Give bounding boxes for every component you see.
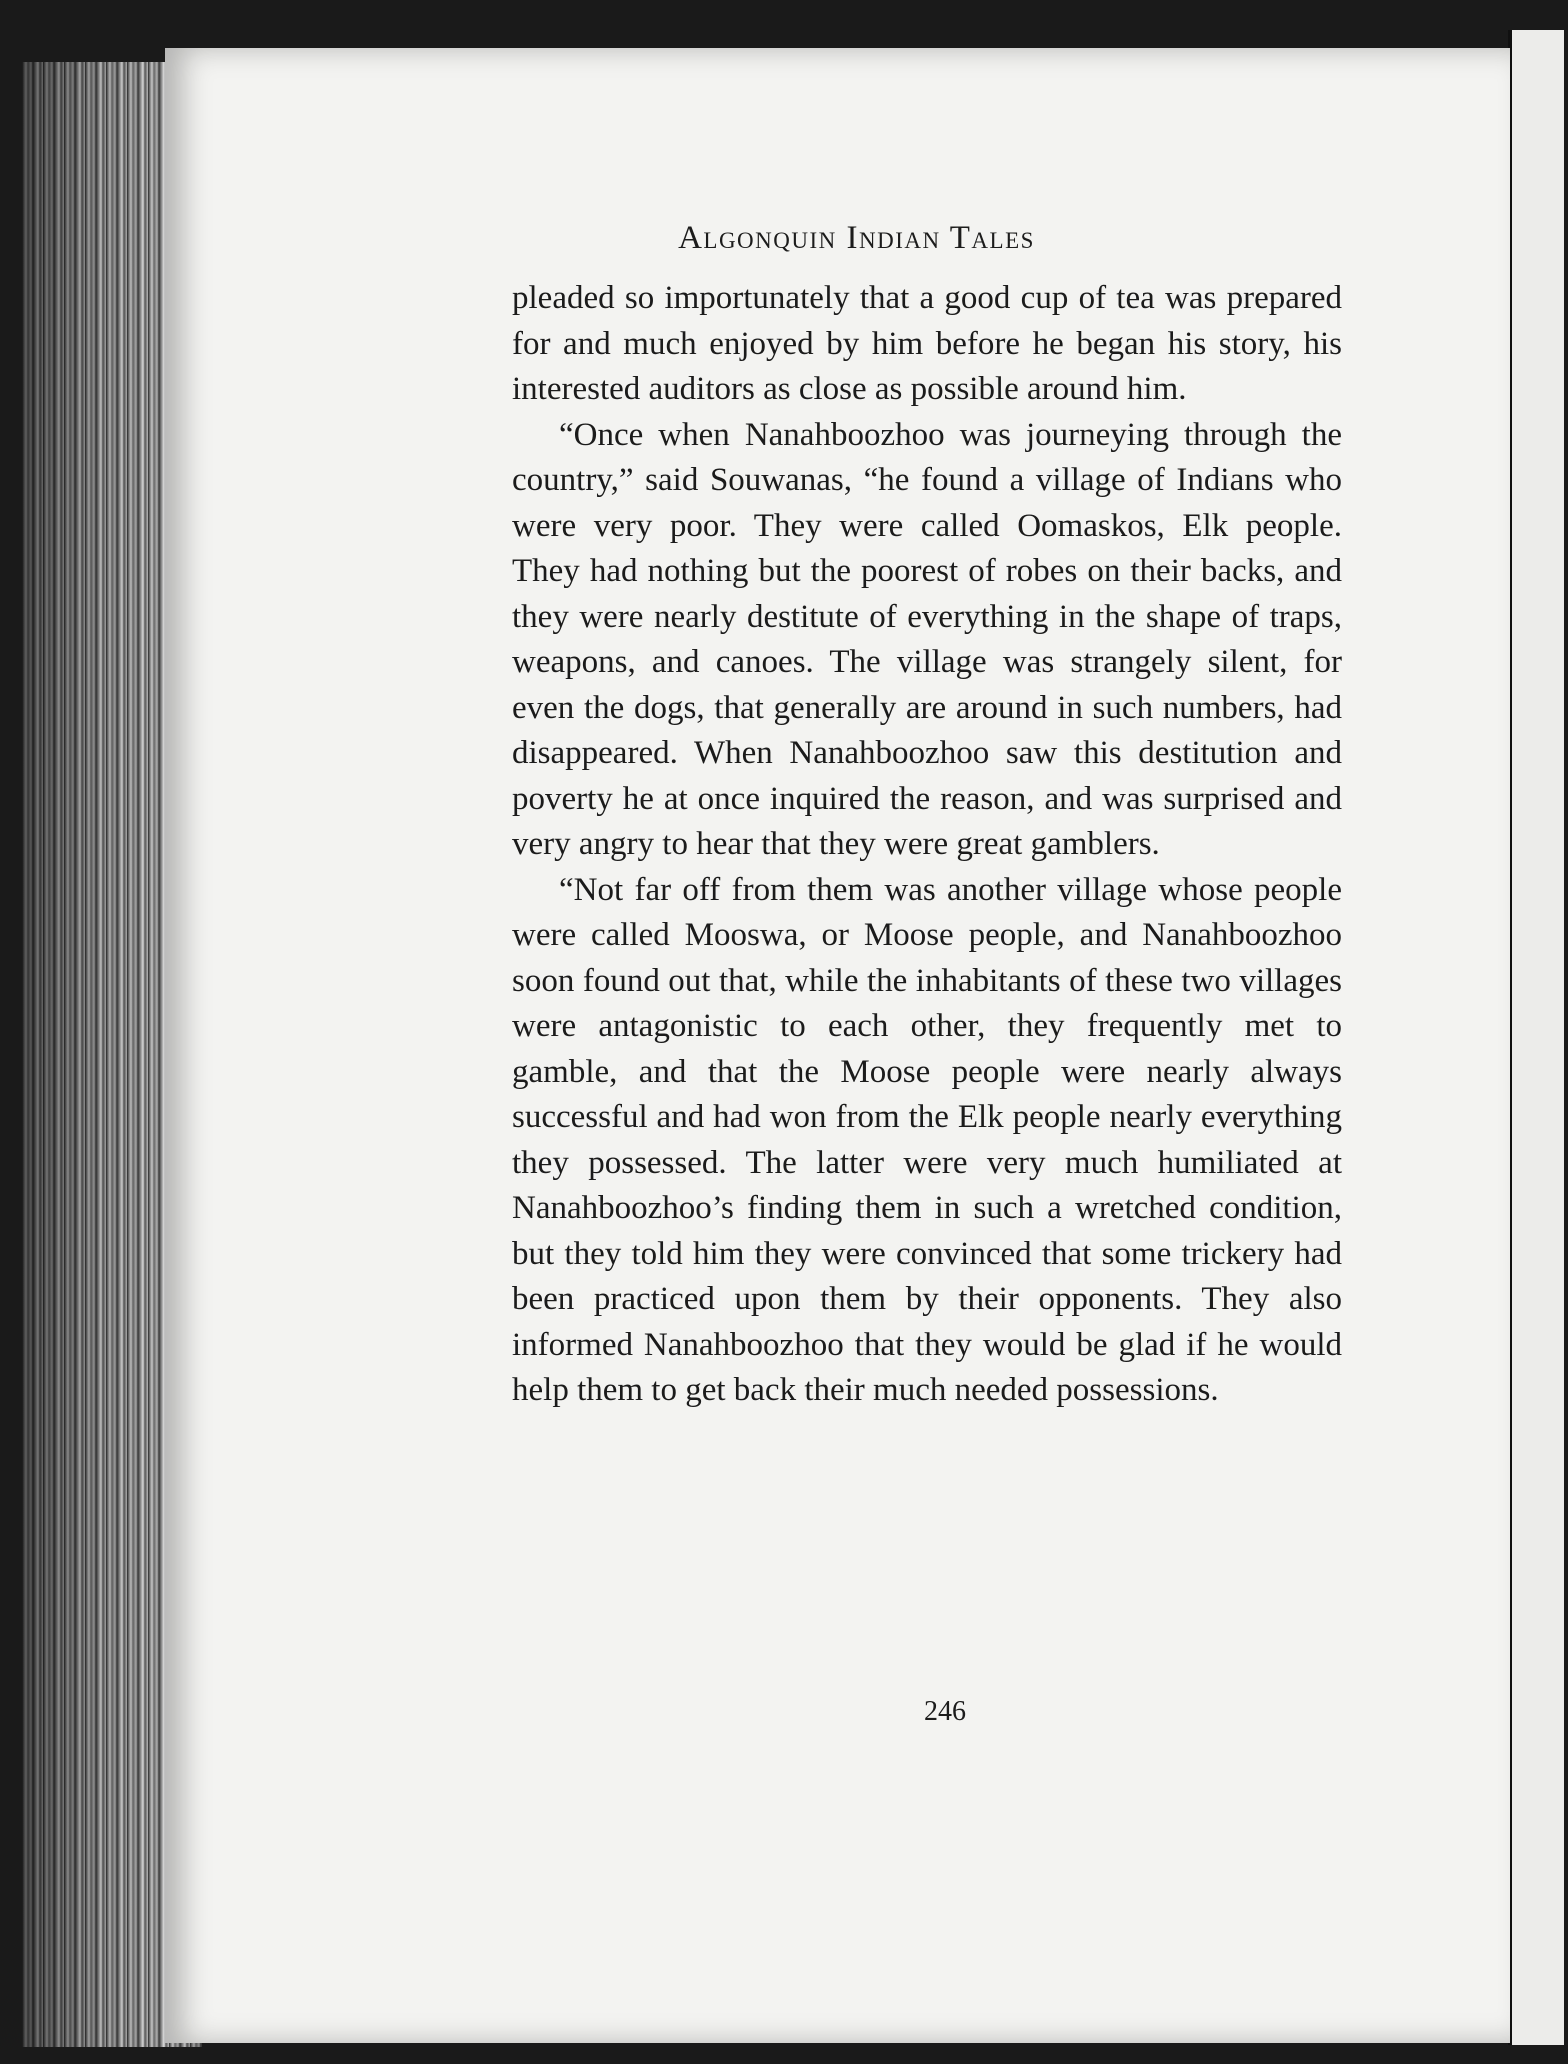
- paragraph: pleaded so importunately that a good cup of tea was prepared for and much enjoyed by him before he began his story, his interested auditors as close as possible around him.: [512, 280, 1342, 407]
- page-number: 246: [924, 1696, 966, 1727]
- paragraph: “Not far off from them was another village whose people were called Mooswa, or Moose people, and Nanahboozhoo soon found out that, while the inhabitants of these two villages were antagonistic to each other, they frequently met to gamble, and that the Moose people were nearly always successful and had won from the Elk people nearly everything they possessed. The latter were very much humiliated at Nanahboozhoo’s finding them in such a wretched condition, but they told him they were convinced that some trickery had been practiced upon them by their opponents. They also informed Nanahboozhoo that they would be glad if he would help them to get back their much needed possessions.: [512, 871, 1342, 1408]
- body-text: [512, 276, 1342, 1414]
- paragraph: “Once when Nanahboozhoo was journeying through the country,” said Souwanas, “he found a village of Indians who were very poor. They were called Oomaskos, Elk people. They had nothing but the poorest of robes on their backs, and they were nearly destitute of everything in the shape of traps, weapons, and canoes. The village was strangely silent, for even the dogs, that generally are around in such numbers, had disappeared. When Nanahboozhoo saw this destitution and poverty he at once inquired the reason, and was surprised and very angry to hear that they were great gamblers.: [512, 416, 1342, 862]
- running-head: Algonquin Indian Tales: [678, 220, 1035, 256]
- facing-page-edge: [1508, 30, 1564, 2045]
